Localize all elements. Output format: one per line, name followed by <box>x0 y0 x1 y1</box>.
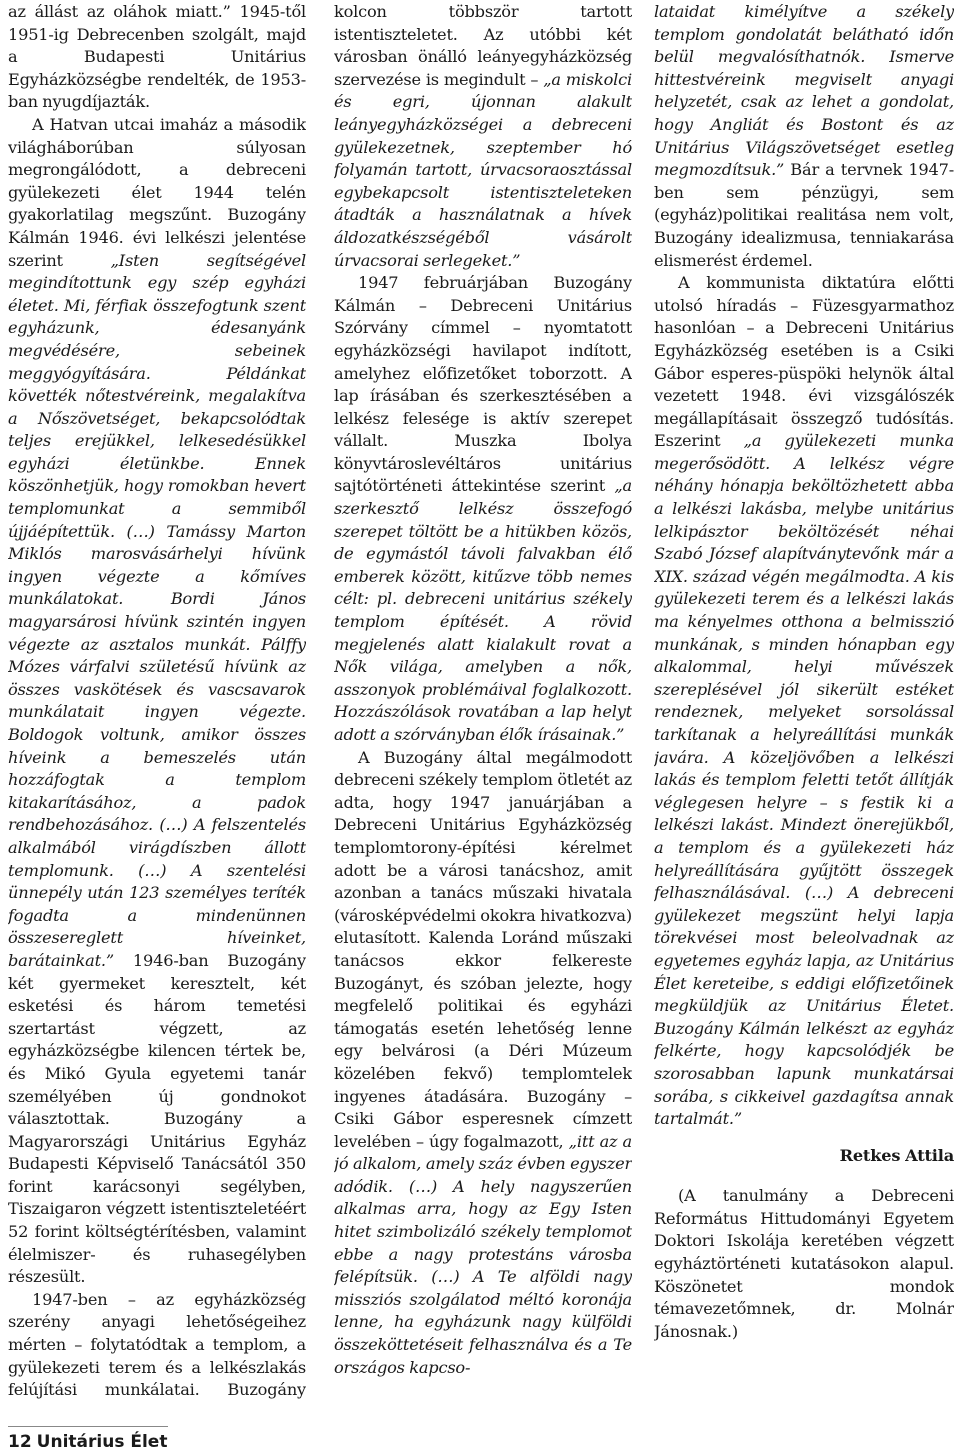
paragraph: A Hatvan utcai imaház a második világháborúban súlyosan megrongálódott, a debreceni gyülekezeti élet 1944 telén gyakorlatilag megszűnt. Buzogány Kálmán 1946. évi lelkészi jelentése szerint „Isten segítségével megindítottunk egy szép egyházi életet. Mi, férfiak összefogtunk szent egyházunk, édesanyánk megvédésére, sebeinek meggyógyítására. Példánkat követték nőtestvéreink, megalakítva a Nőszövetséget, bekapcsolódtak teljes erejükkel, lelkesedésükkel egyházi életünkbe. Ennek köszönhetjük, hogy romokban hevert templomunkat a semmiből újjáépítettük. (…) Tamássy Marton Miklós marosvásárhelyi hívünk ingyen végezte a kőmíves munkálatokat. Bordi János magyarsárosi hívünk szintén ingyen végezte az asztalos munkát. Pálffy Mózes várfalvi születésű hívünk az összes vaskötések és vascsavarok munkálatait ingyen végezte. Boldogok voltunk, amikor összes híveink a bemeszelés után hozzáfogtak a templom kitakarításához, a padok rendbehozásához. (…) A felszentelés alkalmából virágdíszben állott templomunk. (…) A szentelési ünnepély után 123 személyes teríték fogadta a mindenünnen összesereglett híveinket, barátainkat.” 1946-ban Buzogány két gyermeket keresztelt, két esketési és három temetési szertartást végzett, az egyházközségbe kilencen tértek be, és Mikó Gyula egyetemi tanár személyében új gondnokot választottak. Buzogány a Magyarországi Unitárius Egyház Budapesti Képviselő Tanácsától 350 forint karácsonyi segélyben, Tiszaigaron végzett istentiszteletéért 52 forint költségtérítésben, valamint élelmiszer- és ruhasegélyben részesült. <box>8 114 306 1287</box>
page-number: 12 <box>8 1432 32 1452</box>
quotation: „a miskolci és egri, újonnan alakult leányegyházközségei a debreceni gyülekezetnek, szeptember hó folyamán tartott, úrvacsoraosztással egybekapcsolt istentiszteleteken átadták a használatnak a hívek áldozatkészségéből vásárolt úrvacsorai serlegeket.” <box>334 69 632 270</box>
paragraph: 1947-ben – az egyházközség szerény anyagi lehetőségeihez mérten – folytatódtak a templom, a gyülekezeti terem és a lelkészlakás felújítási munkálatai. Buzogány <box>8 1289 306 1400</box>
paragraph: lataidat kimélyítve a székely templom gondolatát belátható időn belül megvalósíthatnók. Ismerve hittestvéreink megviselt anyagi helyzetét, csak az lehet a gondolat, hogy Angliát és Bostont és az Unitárius Világszövetséget esetleg megmozdítsuk.” Bár a tervnek 1947-ben sem pénzügyi, sem (egyház)politikai realitása nem volt, Buzogány idealizmusa, tenniakarása elismerést érdemel. <box>654 2 954 270</box>
author-signature: Retkes Attila <box>839 1145 954 1165</box>
footer-rule <box>8 1426 168 1427</box>
quotation: „a szerkesztő lelkész összefogó szerepet töltött be a hitükben közös, de egymástól távoli falvakban élő emberek között, kitűzve több nemes célt: pl. debreceni unitárius székely templom építését. A rövid megjelenés alatt kialakult rovat a Nők világa, amelyben a nők, asszonyok problémáival foglalkozott. Hozzászólások rovatában a lap helyt adott a szórványban élők írásainak.” <box>334 476 632 744</box>
page-footer <box>8 1432 167 1452</box>
quotation: „Isten segítségével megindítottunk egy szép egyházi életet. Mi, férfiak összefogtunk szent egyházunk, édesanyánk megvédésére, sebeinek meggyógyítására. Példánkat követték nőtestvéreink, megalakítva a Nőszövetséget, bekapcsolódtak teljes erejükkel, lelkesedésükkel egyházi életünkbe. Ennek köszönhetjük, hogy romokban hevert templomunkat a semmiből újjáépítettük. (…) Tamássy Marton Miklós marosvásárhelyi hívünk ingyen végezte a kőmíves munkálatokat. Bordi János magyarsárosi hívünk szintén ingyen végezte az asztalos munkát. Pálffy Mózes várfalvi születésű hívünk az összes vaskötések és vascsavarok munkálatait ingyen végezte. Boldogok voltunk, amikor összes híveink a bemeszelés után hozzáfogtak a templom kitakarításához, a padok rendbehozásához. (…) A felszentelés alkalmából virágdíszben állott templomunk. (…) A szentelési ünnepély után 123 személyes teríték fogadta a mindenünnen összesereglett híveinket, barátainkat.” <box>8 250 306 970</box>
quotation: „itt az a jó alkalom, amely száz évben egyszer adódik. (…) A hely nagyszerűen alkalmas arra, hogy az Egy Isten hitet szimbolizáló székely templomot ebbe a nagy protestáns városba felépítsük. (…) A Te alföldi nagy missziós szolgálatod méltó koronája lenne, ha egyházunk nagy külföldi összeköttetéseit felhasználva és a Te országos kapcso- <box>334 1131 632 1377</box>
article-column-3 <box>654 1 954 1401</box>
acknowledgement-note: (A tanulmány a Debreceni Református Hittudományi Egyetem Doktori Iskolája keretében végzett egyháztörténeti kutatásokon alapul. Köszönetet mondok témavezetőmnek, dr. Molnár Jánosnak.) <box>654 1186 954 1341</box>
article-column-1 <box>8 1 306 1401</box>
paragraph: A Buzogány által megálmodott debreceni székely templom ötletét az adta, hogy 1947 januárjában a Debreceni Unitárius Egyházközség templomtorony-építési kérelmet adott be a városi tanácshoz, amit azonban a tanács műszaki hivatala (városképvédelmi okokra hivatkozva) elutasított. Kalenda Loránd műszaki tanácsos ekkor felkereste Buzogányt, és szóban jelezte, hogy megfelelő politikai és egyházi támogatás esetén lehetőség lenne egy belvárosi (a Déri Múzeum közelében fekvő) templomtelek ingyenes átadására. Buzogány – Csiki Gábor esperesnek címzett levelében – úgy fogalmazott, „itt az a jó alkalom, amely száz évben egyszer adódik. (…) A hely nagyszerűen alkalmas arra, hogy az Egy Isten hitet szimbolizáló székely templomot ebbe a nagy protestáns városba felépítsük. (…) A Te alföldi nagy missziós szolgálatod méltó koronája lenne, ha egyházunk nagy külföldi összeköttetéseit felhasználva és a Te országos kapcso- <box>334 747 632 1377</box>
publication-name: Unitárius Élet <box>36 1432 168 1452</box>
quotation: „a gyülekezeti munka megerősödött. A lelkész végre néhány hónapja beköltözhetett abba a lelkészi lakásba, melybe unitárius lelkipásztor beköltözését néhai Szabó József alapítványtevőnk már a XIX. század végén megálmodta. A kis gyülekezeti terem és a lelkészi lakás ma kényelmes otthona a belmisszió munkának, s minden hónapban egy alkalommal, helyi művészek szereplésével jól sikerült estéket rendeznek, melyeket sorsolással tarkítanak a helyreállítási munkák javára. A közeljövőben a lelkészi lakás és templom feletti tetőt állítják véglegesen helyre – s festik ki a lelkészi lakást. Mindezt önerejükből, a templom és a gyülekezeti ház helyreállítására gyűjtött összegek felhasználásával. (…) A debreceni gyülekezet megszünt helyi lapja törekvései most beleolvadnak az egyetemes egyház lapja, az Unitárius Élet kereteibe, s eddigi előfizetőinek megküldjük az Unitárius Életet. Buzogány Kálmán lelkészt az egyház felkérte, hogy kapcsolódjék be szorosabban lapunk munkatársai sorába, s cikkeivel gazdagítsa annak tartalmát.” <box>654 431 954 1129</box>
quotation: lataidat kimélyítve a székely templom gondolatát belátható időn belül megvalósíthatnók. Ismerve hittestvéreink megviselt anyagi helyzetét, csak az lehet a gondolat, hogy Angliát és Bostont és az Unitárius Világszövetséget esetleg megmozdítsuk.” <box>654 2 954 180</box>
paragraph: az állást az oláhok miatt.” 1945-től 1951-ig Debrecenben szolgált, majd a Budapesti Unitárius Egyházközségbe rendelték, de 1953-ban nyugdíjazták. <box>8 2 306 112</box>
article-column-2 <box>334 1 632 1401</box>
paragraph: 1947 februárjában Buzogány Kálmán – Debreceni Unitárius Szórvány címmel – nyomtatott egyházközségi havilapot indított, amelyhez előfizetőket toborzott. A lap írásában és szerkesztésében a lelkész felesége is aktív szerepet vállalt. Muszka Ibolya könyvtároslevéltáros unitárius sajtótörténeti áttekintése szerint „a szerkesztő lelkész összefogó szerepet töltött be a hitükben közös, de egymástól távoli falvakban élő emberek között, kitűzve több nemes célt: pl. debreceni unitárius székely templom építését. A rövid megjelenés alatt kialakult rovat a Nők világa, amelyben a nők, asszonyok problémáival foglalkozott. Hozzászólások rovatában a lap helyt adott a szórványban élők írásainak.” <box>334 273 632 744</box>
paragraph: kolcon többször tartott istentiszteletet. Az utóbbi két városban önálló leányegyházközség szervezése is megindult – „a miskolci és egri, újonnan alakult leányegyházközségei a debreceni gyülekezetnek, szeptember hó folyamán tartott, úrvacsoraosztással egybekapcsolt istentiszteleteken átadták a használatnak a hívek áldozatkészségéből vásárolt úrvacsorai serlegeket.” <box>334 2 632 270</box>
paragraph: A kommunista diktatúra előtti utolsó híradás – Füzesgyarmathoz hasonlóan – a Debreceni Unitárius Egyházközség esetében is a Csiki Gábor esperes-püspöki helynök által vezetett 1948. évi vizsgálószék megállapításait összegző tudósítás. Eszerint „a gyülekezeti munka megerősödött. A lelkész végre néhány hónapja beköltözhetett abba a lelkészi lakásba, melybe unitárius lelkipásztor beköltözését néhai Szabó József alapítványtevőnk már a XIX. század végén megálmodta. A kis gyülekezeti terem és a lelkészi lakás ma kényelmes otthona a belmisszió munkának, s minden hónapban egy alkalommal, helyi művészek szereplésével jól sikerült estéket rendeznek, melyeket sorsolással tarkítanak a helyreállítási munkák javára. A közeljövőben a lelkészi lakás és templom feletti tetőt állítják véglegesen helyre – s festik ki a lelkészi lakást. Mindezt önerejükből, a templom és a gyülekezeti ház helyreállítására gyűjtött összegek felhasználásával. (…) A debreceni gyülekezet megszünt helyi lapja törekvései most beleolvadnak az egyetemes egyház lapja, az Unitárius Élet kereteibe, s eddigi előfizetőinek megküldjük az Unitárius Életet. Buzogány Kálmán lelkészt az egyház felkérte, hogy kapcsolódjék be szorosabban lapunk munkatársai sorába, s cikkeivel gazdagítsa annak tartalmát.” <box>654 273 954 1129</box>
